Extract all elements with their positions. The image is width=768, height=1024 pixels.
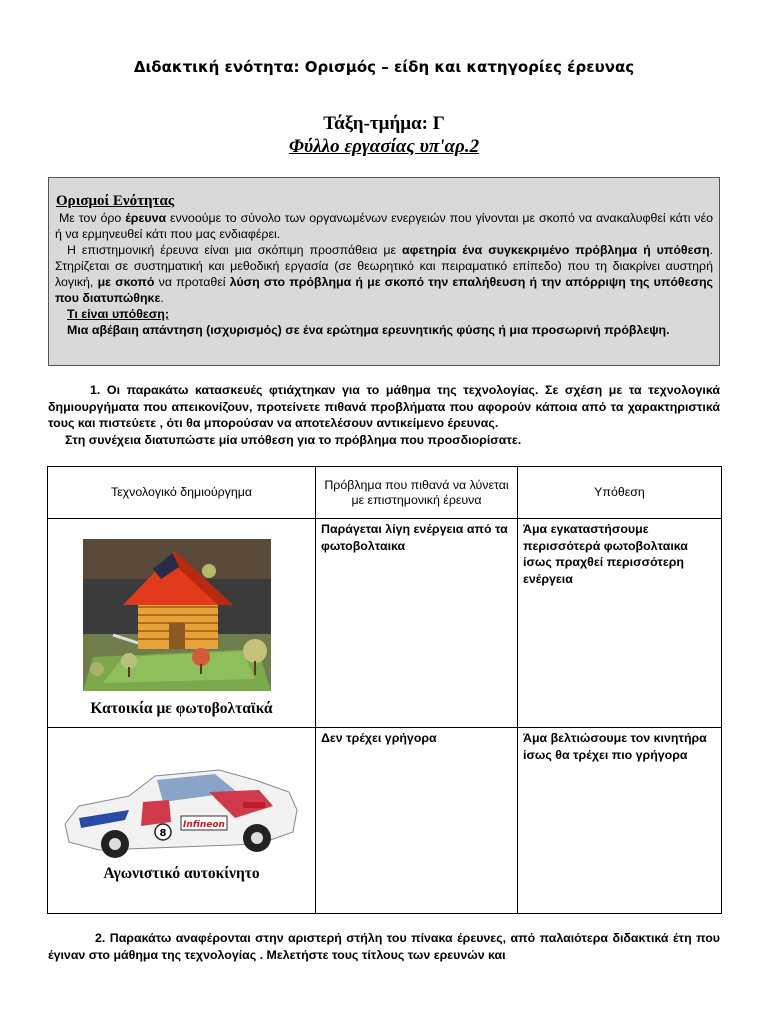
rally-car-image <box>59 762 299 862</box>
column-header: Τεχνολογικό δημιούργημα <box>48 467 316 519</box>
research-table <box>47 466 722 914</box>
svg-text:Infineon: Infineon <box>183 820 225 830</box>
hypothesis-definition: Μια αβέβαιη απάντηση (ισχυρισμός) σε ένα ερώτημα ερευνητικής φύσης ή μια προσωρινή πρόβλεψη. <box>67 323 670 337</box>
table-row <box>48 519 722 728</box>
definition-research: Με τον όρο έρευνα εννοούμε το σύνολο των οργανωμένων ενεργειών που γίνονται με σκοπό να ανακαλυφθεί κάτι νέο ή να ερμηνευθεί κάτι που μας ενδιαφέρει. <box>55 211 713 241</box>
creation-cell <box>48 519 316 728</box>
class-title: Τάξη-τμήμα: Γ <box>323 113 445 134</box>
definitions-box <box>48 177 720 366</box>
hypothesis-heading: Τι είναι υπόθεση; <box>67 307 169 321</box>
column-header: Πρόβλημα που πιθανά να λύνεται με επιστημονική έρευνα <box>316 467 518 519</box>
unit-title: Διδακτική ενότητα: Ορισμός – είδη και κατηγορίες έρευνας <box>133 58 635 76</box>
column-header: Υπόθεση <box>518 467 722 519</box>
creation-cell <box>48 728 316 914</box>
creation-caption: Αγωνιστικό αυτοκίνητο <box>103 865 260 882</box>
question-2: 2. Παρακάτω αναφέρονται στην αριστερή στήλη του πίνακα έρευνες, από παλαιότερα διδακτικά έτη που έγιναν στο μάθημα της τεχνολογίας . Μελετήστε τους τίτλους των ερευνών και <box>48 931 720 962</box>
svg-text:8: 8 <box>159 828 167 839</box>
house-model-image <box>83 539 271 691</box>
worksheet-title: Φύλλο εργασίας υπ'αρ.2 <box>288 136 480 157</box>
table-header-row <box>48 467 722 519</box>
problem-cell: Παράγεται λίγη ενέργεια από τα φωτοβολταικα <box>316 519 518 728</box>
definitions-heading: Ορισμοί Ενότητας <box>56 193 175 209</box>
definition-scientific-research: Η επιστημονική έρευνα είναι μια σκόπιμη προσπάθεια με αφετηρία ένα συγκεκριμένο πρόβλημα ή υπόθεση. Στηρίζεται σε συστηματική και μεθοδική εργασία (σε θεωρητικό και πειραματικό επίπεδο) που τη διακρίνει αυστηρή λογική, με σκοπό να προταθεί λύση στο πρόβλημα ή με σκοπό την επαλήθευση ή την απόρριψη της υπόθεσης που διατυπώθηκε. <box>55 243 714 305</box>
creation-caption: Κατοικία με φωτοβολταϊκά <box>90 700 273 717</box>
question-1: 1. Οι παρακάτω κατασκευές φτιάχτηκαν για το μάθημα της τεχνολογίας. Σε σχέση με τα τεχνολογικά δημιουργήματα που απεικονίζουν, προτείνετε πιθανά προβλήματα που αφορούν κάποια από τα χαρακτηριστικά τους και πιστεύετε , ότι θα μπορούσαν να αποτελέσουν αντικείμενο έρευνας. Στη συνέχεια διατυπώστε μία υπόθεση για το πρόβλημα που προσδιορίσατε. <box>48 383 720 447</box>
problem-cell: Δεν τρέχει γρήγορα <box>316 728 518 914</box>
hypothesis-cell: Άμα εγκαταστήσουμε περισσότερά φωτοβολταικα ίσως πραχθεί περισσότερη ενέργεια <box>518 519 722 728</box>
hypothesis-cell: Άμα βελτιώσουμε τον κινητήρα ίσως θα τρέχει πιο γρήγορα <box>518 728 722 914</box>
table-row <box>48 728 722 914</box>
